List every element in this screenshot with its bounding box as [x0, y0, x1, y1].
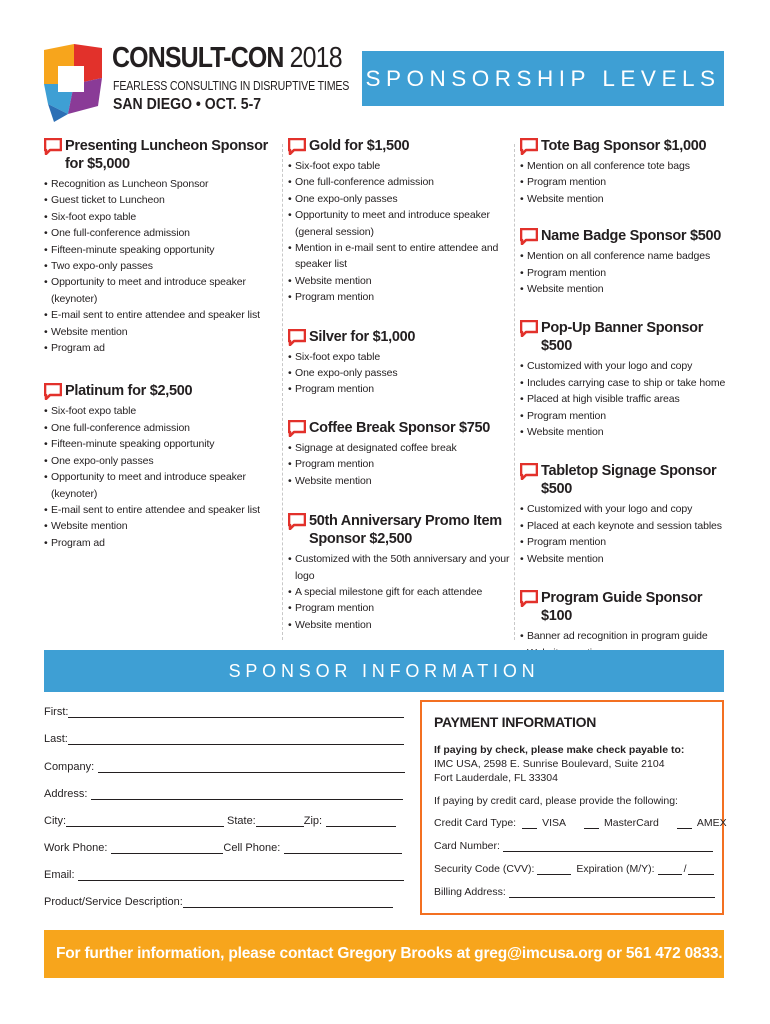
sponsor-tier [288, 328, 510, 398]
check-address-line1: IMC USA, 2598 E. Sunrise Boulevard, Suite 2104 [434, 758, 665, 770]
sponsor-tier [520, 319, 735, 440]
card-type-row [434, 817, 727, 829]
benefit-item: • Mention on all conference name badges [520, 248, 735, 264]
benefit-list [288, 158, 510, 306]
benefit-item: • Six-foot expo table [44, 403, 276, 419]
expiration-year-field[interactable] [688, 866, 714, 875]
city-label: City: [44, 815, 66, 827]
brand-title: CONSULT-CON 2018 [112, 42, 342, 74]
red-flag-icon [520, 320, 538, 337]
red-flag-icon [520, 138, 538, 155]
benefit-item: • Six-foot expo table [288, 349, 510, 365]
visa-label: VISA [542, 817, 567, 829]
sponsor-tier [44, 137, 276, 356]
billing-address-field[interactable] [509, 889, 715, 898]
tier-heading [288, 419, 510, 437]
cell-phone-field[interactable] [284, 843, 402, 854]
benefit-item: • Mention in e-mail sent to entire attendee and speaker list [288, 240, 510, 273]
brand-tagline: FEARLESS CONSULTING IN DISRUPTIVE TIMES [113, 79, 350, 93]
expiration-slash: / [683, 863, 687, 875]
sponsor-tier [520, 462, 735, 567]
mastercard-label: MasterCard [604, 817, 659, 829]
sponsor-tier [44, 382, 276, 551]
tier-title: Platinum for $2,500 [65, 383, 193, 400]
benefit-item: • Includes carrying case to ship or take home [520, 375, 735, 391]
tier-title: Tote Bag Sponsor $1,000 [541, 138, 707, 154]
benefit-item: • Website mention [520, 551, 735, 567]
benefit-list [44, 176, 276, 356]
company-label: Company: [44, 761, 95, 773]
benefit-item: • E-mail sent to entire attendee and speaker list [44, 502, 276, 518]
sponsorship-levels-banner: SPONSORSHIP LEVELS [362, 51, 724, 106]
work-phone-field[interactable] [111, 843, 223, 854]
benefit-item: • One full-conference admission [44, 420, 276, 436]
tier-heading [520, 227, 735, 245]
last-name-label: Last: [44, 733, 68, 745]
check-address-line2: Fort Lauderdale, FL 33304 [434, 772, 558, 784]
amex-checkbox[interactable] [677, 820, 692, 829]
company-row [44, 761, 405, 773]
benefit-item: • Program mention [288, 381, 510, 397]
benefit-item: • Banner ad recognition in program guide [520, 628, 735, 644]
tier-title: Gold for $1,500 [309, 138, 410, 154]
benefit-item: • E-mail sent to entire attendee and speaker list [44, 307, 276, 323]
tier-heading [520, 319, 735, 355]
card-intro: If paying by credit card, please provide the following: [434, 795, 678, 807]
benefit-item: • Fifteen-minute speaking opportunity [44, 436, 276, 452]
benefit-list [44, 403, 276, 551]
tier-title: Coffee Break Sponsor $750 [309, 419, 491, 436]
email-field[interactable] [78, 870, 404, 881]
benefit-item: • One expo-only passes [288, 191, 510, 207]
benefit-item: • Website mention [288, 617, 510, 633]
billing-address-row [434, 886, 715, 898]
benefit-item: • Placed at each keynote and session tables [520, 518, 735, 534]
red-flag-icon [520, 463, 538, 480]
benefit-list [520, 248, 735, 297]
cell-phone-label: Cell Phone: [223, 842, 281, 854]
first-name-label: First: [44, 706, 69, 718]
product-description-row [44, 896, 393, 908]
phone-row [44, 842, 402, 854]
tier-title: 50th Anniversary Promo Item Sponsor $2,500 [309, 513, 502, 548]
email-row [44, 869, 404, 881]
tier-title: Presenting Luncheon Sponsor for $5,000 [65, 138, 268, 172]
benefit-item: • Program mention [520, 174, 735, 190]
sponsor-column-right [520, 137, 735, 661]
benefit-item: • Opportunity to meet and introduce speaker (keynoter) [44, 469, 276, 502]
benefit-item: • Two expo-only passes [44, 258, 276, 274]
mastercard-checkbox[interactable] [584, 820, 599, 829]
visa-checkbox[interactable] [522, 820, 537, 829]
benefit-item: • Opportunity to meet and introduce speaker (keynoter) [44, 274, 276, 307]
red-flag-icon [288, 513, 306, 530]
payment-information-box [420, 700, 727, 915]
benefit-list [288, 349, 510, 398]
benefit-list [520, 158, 735, 207]
tier-title: Silver for $1,000 [309, 328, 416, 345]
benefit-item: • Website mention [44, 518, 276, 534]
benefit-item: • Website mention [520, 191, 735, 207]
benefit-item: • Guest ticket to Luncheon [44, 192, 276, 208]
benefit-item: • One expo-only passes [288, 365, 510, 381]
red-flag-icon [288, 138, 306, 155]
benefit-item: • Program ad [44, 535, 276, 551]
last-name-field[interactable] [68, 734, 404, 745]
tier-heading [520, 137, 735, 155]
tier-heading [288, 137, 510, 155]
expiration-month-field[interactable] [658, 866, 682, 875]
benefit-item: • Customized with the 50th anniversary and your logo [288, 551, 510, 584]
event-location: SAN DIEGO • OCT. 5-7 [113, 96, 262, 113]
benefit-item: • Website mention [288, 473, 510, 489]
benefit-item: • Recognition as Luncheon Sponsor [44, 176, 276, 192]
benefit-item: • Website mention [520, 281, 735, 297]
benefit-item: • Program mention [288, 600, 510, 616]
city-state-zip-row [44, 815, 396, 827]
benefit-item: • Program mention [520, 265, 735, 281]
amex-label: AMEX [696, 817, 727, 829]
benefit-item: • Website mention [520, 424, 735, 440]
last-name-row [44, 733, 404, 745]
tier-title: Program Guide Sponsor $100 [541, 590, 703, 625]
benefit-item: • Program ad [44, 340, 276, 356]
sponsor-tier [288, 419, 510, 489]
tier-title: Pop-Up Banner Sponsor $500 [541, 320, 704, 355]
email-label: Email: [44, 869, 75, 881]
tier-title: Tabletop Signage Sponsor $500 [541, 463, 717, 498]
benefit-item: • Program mention [520, 534, 735, 550]
sponsor-column-left [44, 137, 276, 551]
benefit-list [288, 551, 510, 633]
tier-heading [520, 462, 735, 498]
security-expiration-row [434, 863, 714, 875]
sponsor-tier [288, 512, 510, 633]
tier-heading [520, 589, 735, 625]
sponsor-tier [520, 137, 735, 207]
address-row [44, 788, 403, 800]
sponsor-tier [288, 137, 510, 306]
security-code-label: Security Code (CVV): [434, 863, 535, 875]
work-phone-label: Work Phone: [44, 842, 108, 854]
sponsor-tier [520, 227, 735, 297]
benefit-item: • Program mention [288, 456, 510, 472]
red-flag-icon [520, 590, 538, 607]
benefit-item: • Website mention [288, 273, 510, 289]
benefit-item: • One full-conference admission [288, 174, 510, 190]
benefit-item: • Program mention [520, 408, 735, 424]
benefit-item: • Program mention [288, 289, 510, 305]
company-field[interactable] [98, 762, 405, 773]
state-field[interactable] [256, 816, 304, 827]
first-name-field[interactable] [68, 707, 404, 718]
red-flag-icon [288, 420, 306, 437]
card-type-label: Credit Card Type: [434, 817, 517, 829]
benefit-item: • Placed at high visible traffic areas [520, 391, 735, 407]
benefit-item: • Website mention [44, 324, 276, 340]
benefit-item: • Customized with your logo and copy [520, 358, 735, 374]
conference-logo [44, 44, 102, 122]
benefit-item: • Mention on all conference tote bags [520, 158, 735, 174]
red-flag-icon [520, 228, 538, 245]
billing-address-label: Billing Address: [434, 886, 506, 898]
address-label: Address: [44, 788, 88, 800]
column-divider [514, 144, 515, 640]
benefit-item: • Customized with your logo and copy [520, 501, 735, 517]
red-flag-icon [44, 383, 62, 400]
card-number-field[interactable] [503, 843, 713, 852]
expiration-label: Expiration (M/Y): [576, 863, 655, 875]
benefit-item: • Six-foot expo table [44, 209, 276, 225]
benefit-list [520, 501, 735, 567]
security-code-field[interactable] [537, 866, 571, 875]
card-number-row [434, 840, 713, 852]
zip-field[interactable] [326, 816, 396, 827]
product-description-label: Product/Service Description: [44, 896, 183, 908]
tier-heading [44, 137, 276, 173]
card-number-label: Card Number: [434, 840, 500, 852]
benefit-item: • One expo-only passes [44, 453, 276, 469]
zip-label: Zip: [303, 815, 323, 827]
sponsor-information-banner: SPONSOR INFORMATION [44, 650, 724, 692]
benefit-item: • One full-conference admission [44, 225, 276, 241]
check-heading: If paying by check, please make check payable to: [434, 744, 685, 756]
benefit-item: • Signage at designated coffee break [288, 440, 510, 456]
address-field[interactable] [91, 789, 403, 800]
benefit-item: • A special milestone gift for each attendee [288, 584, 510, 600]
state-label: State: [227, 815, 256, 827]
benefit-item: • Fifteen-minute speaking opportunity [44, 242, 276, 258]
tier-heading [288, 328, 510, 346]
sponsor-column-middle [288, 137, 510, 633]
benefit-list [520, 358, 735, 440]
red-flag-icon [44, 138, 62, 155]
benefit-item: • Opportunity to meet and introduce speaker (general session) [288, 207, 510, 240]
column-divider [282, 144, 283, 640]
tier-heading [44, 382, 276, 400]
benefit-item: • Six-foot expo table [288, 158, 510, 174]
first-name-row [44, 706, 404, 718]
tier-title: Name Badge Sponsor $500 [541, 228, 722, 245]
red-flag-icon [288, 329, 306, 346]
contact-footer: For further information, please contact Gregory Brooks at greg@imcusa.org or 561 472 0833. [44, 930, 724, 978]
product-description-field[interactable] [183, 897, 393, 908]
payment-title: PAYMENT INFORMATION [434, 714, 597, 730]
tier-heading [288, 512, 510, 548]
benefit-list [288, 440, 510, 489]
city-field[interactable] [66, 816, 224, 827]
